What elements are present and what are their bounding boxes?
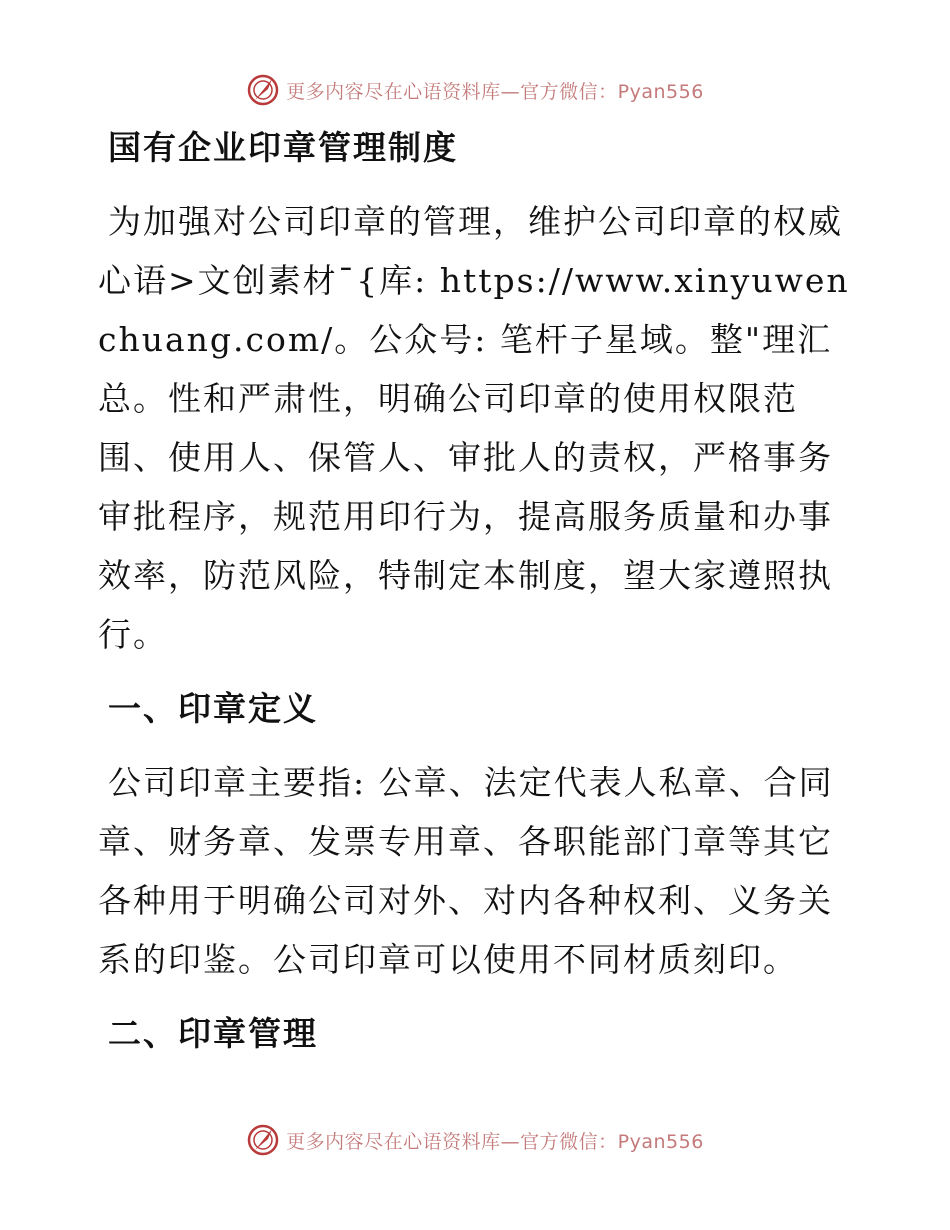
- quill-logo-icon: [246, 1123, 280, 1157]
- header-watermark: [0, 70, 950, 110]
- section-heading-definition: 一、印章定义: [108, 689, 318, 728]
- watermark-text: 更多内容尽在心语资料库—官方微信：Pyan556: [286, 1130, 704, 1153]
- footer-watermark: [0, 1120, 950, 1160]
- watermark-text: 更多内容尽在心语资料库—官方微信：Pyan556: [286, 80, 704, 103]
- intro-paragraph: 为加强对公司印章的管理，维护公司印章的权威心语>文创素材¯{库: https://www.xinyuwenchuang.com/。公众号: 笔杆子星域。整"理汇总。性和严肃性，明确公司印章的使用权限范围、使用人、保管人、审批人的责权，严格事务审批程序，规范用印行为，提高服务质量和办事效率，防范风险，特制定本制度，望大家遵照执行。: [98, 202, 850, 654]
- section-heading-management: 二、印章管理: [108, 1014, 318, 1053]
- document-title: 国有企业印章管理制度: [108, 128, 458, 167]
- quill-logo-icon: [246, 73, 280, 107]
- document-body: [98, 118, 858, 1078]
- definition-paragraph: 公司印章主要指: 公章、法定代表人私章、合同章、财务章、发票专用章、各职能部门章等其它各种用于明确公司对外、对内各种权利、义务关系的印鉴。公司印章可以使用不同材质刻印。: [98, 763, 834, 979]
